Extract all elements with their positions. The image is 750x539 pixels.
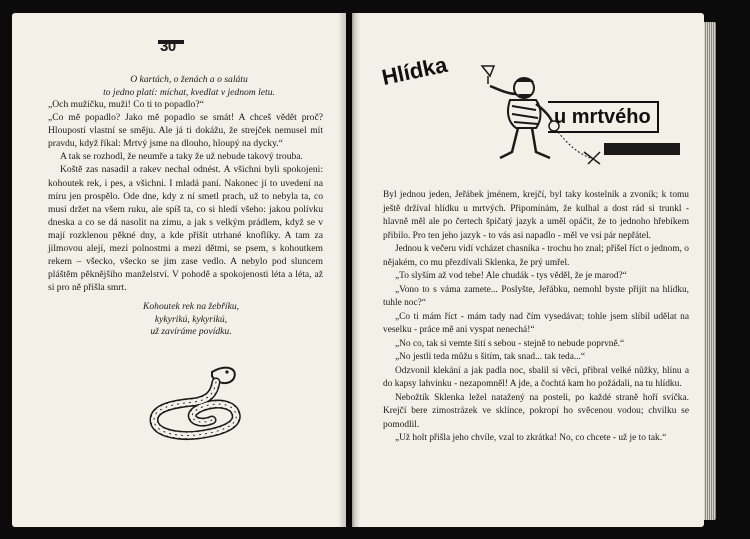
paragraph: „Co ti mám říct - mám tady nad čím vysedávat; tohle jsem slíbil udělat na veselku - práce mě ani vyspat nenechá!“ (383, 311, 689, 335)
paragraph: „Co mě popadlo? Jako mě popadlo se smát! A chceš vědět proč? Hloupostí vlastní se směju. Ale já ti dokážu, že strejček nemusel mít pravdu, když říkal: Mrtvý jsme na dlouho, hloupý na dycky.“ (48, 112, 323, 150)
paragraph: „No co, tak si vemte šití s sebou - stejně to nebude poprvně.“ (395, 338, 625, 349)
paragraph: „Vono to s váma zamete... Poslyšte, Jeřábku, nemohl byste přijít na hlídku, tuhle noc?“ (383, 284, 689, 308)
epigraph-line: to jedno platí: míchat, kvedlat v jednom letu. (103, 87, 275, 98)
paragraph: A tak se rozhodl, že neumře a taky že už nebude takový trouba. (60, 151, 303, 163)
closing-poem (116, 301, 266, 339)
paragraph: Odzvonil klekání a jak padla noc, sbalil si věci, přibral velké nůžky, hlínu a do kapsy lahvinku - nezapomněl! A jde, a čochtá kam ho požádali, na tu hlídku. (383, 365, 689, 389)
page-edges (704, 22, 716, 520)
right-body-text (383, 189, 689, 446)
paragraph: Byl jednou jeden, Jeřábek jménem, krejčí, byl taky kostelník a zvoník; k tomu ještě držíval hlídku u mrtvých. Připomínám, že kulhal a dost rád si trunkl - hlavně měl ale po čertech špičatý jazyk a uměl opáčit, že to jednoho hřebíkem přibilo. Pro ten jeho jazyk - to vás asi napadlo - měl ve vsi pár nepřátel. (383, 190, 689, 241)
paragraph: „To slyším až vod tebe! Ale chudák - tys věděl, že je marod?“ (395, 271, 627, 281)
epigraph (60, 73, 318, 99)
book-gutter (338, 13, 360, 527)
poem-line: Kohoutek rek na žebříku, (142, 301, 240, 312)
snake-illustration (142, 354, 252, 444)
paragraph: „Och mužíčku, muži! Co ti to popadlo?“ (48, 99, 204, 110)
chapter-title-first-word: Hlídka (379, 51, 450, 91)
paragraph: Jednou k večeru vidí vcházet chasníka - trochu ho znal; přišel říct o jednom, o nějakém, co mu přezdívali Sklenka, že prý umřel. (383, 244, 689, 268)
left-body-text (48, 98, 323, 294)
paragraph: „No jestli teda můžu s šitím, tak snad... tak teda...“ (395, 352, 586, 362)
page-number: 30 (160, 38, 176, 55)
title-underline-bar (604, 143, 680, 155)
poem-line: už zavíráme povídku. (150, 326, 232, 338)
paragraph: „Už holt přišla jeho chvíle, vzal to zkrátka! No, co chcete - už je to tak.“ (395, 433, 667, 443)
poem-line: kykyrikú, kykyrikú, (154, 313, 228, 325)
paragraph: Koště zas nasadil a rakev nechal odnést. A všichni byli spokojeni: kohoutek rek, i pes, a všichni. I mladá paní. Nakonec jí to uvedení na míru jen prospělo. Ode dne, kdy z ní smetl prach, už to nebyla ta, co musí držet na všem ruku, ale spíš ta, co si hledí všeho: jakou polívku dneska a co se dá nasolit na zimu, a jak s velkým prádlem, když se v mají rozklenou pěkné dny, a kde přišít utrhané knoflíky. A tam za jilmovou alejí, mezi polnostmi a mezi dětmi, se psem, s kohoutkem rekem – všecko, všecko se jim zase vedlo. A nebylo pod sluncem pláštěm pěknějšího manželství. V pohodě a spokojenosti léta a léta, až si pro ně přišla smrt. (48, 164, 323, 294)
chapter-title-second-part: u mrtvého (548, 101, 659, 133)
epigraph-line: O kartách, o ženách a o salátu (130, 74, 248, 85)
paragraph: Nebožtík Sklenka ležel natažený na posteli, po každé straně hoří svíčka. Krejčí bere zimostrázek ve sklínce, pokropí ho svěcenou vodou; chvilku se pomodlil. (383, 392, 689, 430)
